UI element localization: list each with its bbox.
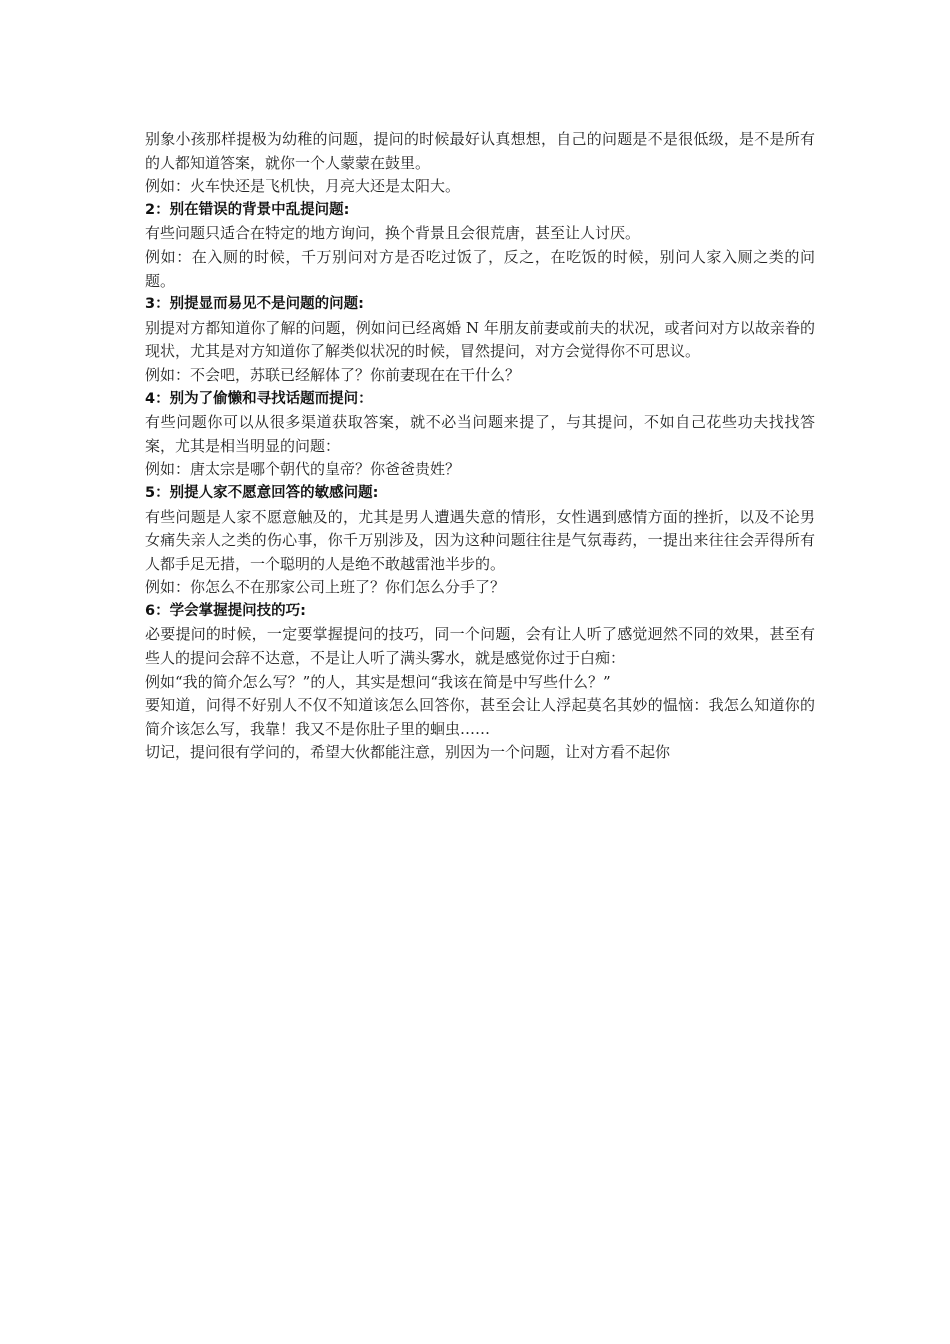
example-paragraph: 例如：唐太宗是哪个朝代的皇帝？你爸爸贵姓？ (145, 460, 461, 479)
closing-paragraph: 切记，提问很有学问的，希望大伙都能注意，别因为一个问题，让对方看不起你 (145, 743, 671, 762)
paragraph: 有些问题你可以从很多渠道获取答案，就不必当问题来提了，与其提问，不如自己花些功夫找找答案，尤其是相当明显的问题： (145, 413, 815, 455)
example-paragraph: 例如：火车快还是飞机快，月亮大还是太阳大。 (145, 177, 461, 196)
example-paragraph: 例如：你怎么不在那家公司上班了？你们怎么分手了？ (145, 578, 506, 597)
section-heading: 4：别为了偷懒和寻找话题而提问： (145, 390, 373, 407)
example-paragraph: 例如：不会吧，苏联已经解体了？你前妻现在在干什么？ (145, 365, 521, 384)
paragraph: 别提对方都知道你了解的问题，例如问已经离婚 N 年朋友前妻或前夫的状况，或者问对方以故亲眷的现状，尤其是对方知道你了解类似状况的时候，冒然提问，对方会觉得你不可思议。 (145, 318, 815, 361)
paragraph: 别象小孩那样提极为幼稚的问题，提问的时候最好认真想想，自己的问题是不是很低级，是不是所有的人都知道答案，就你一个人蒙蒙在鼓里。 (145, 130, 815, 172)
example-paragraph: 例如：在入厕的时候，千万别问对方是否吃过饭了，反之，在吃饭的时候，别问人家入厕之类的问题。 (145, 247, 815, 290)
section-heading: 5：别提人家不愿意回答的敏感问题: (145, 484, 379, 501)
paragraph: 要知道，问得不好别人不仅不知道该怎么回答你，甚至会让人浮起莫名其妙的愠恼：我怎么知道你的简介该怎么写，我靠！我又不是你肚子里的蛔虫…… (145, 696, 815, 738)
example-paragraph: 例如“我的简介怎么写？”的人，其实是想问“我该在简是中写些什么？” (145, 672, 611, 691)
paragraph: 必要提问的时候，一定要掌握提问的技巧，同一个问题，会有让人听了感觉迥然不同的效果，甚至有些人的提问会辞不达意，不是让人听了满头雾水，就是感觉你过于白痴： (145, 625, 815, 668)
section-heading: 3：别提显而易见不是问题的问题: (145, 296, 364, 313)
paragraph: 有些问题只适合在特定的地方询问，换个背景且会很荒唐，甚至让人讨厌。 (145, 224, 641, 243)
document-body (145, 128, 815, 765)
paragraph: 有些问题是人家不愿意触及的，尤其是男人遭遇失意的情形，女性遇到感情方面的挫折，以及不论男女痛失亲人之类的伤心事，你千万别涉及，因为这种问题往往是气氛毒药，一提出来往往会弄得所有人都手足无措，一个聪明的人是绝不敢越雷池半步的。 (145, 507, 815, 573)
section-heading: 6：学会掌握提问技的巧: (145, 602, 306, 619)
section-heading: 2：别在错误的背景中乱提问题: (145, 201, 350, 218)
